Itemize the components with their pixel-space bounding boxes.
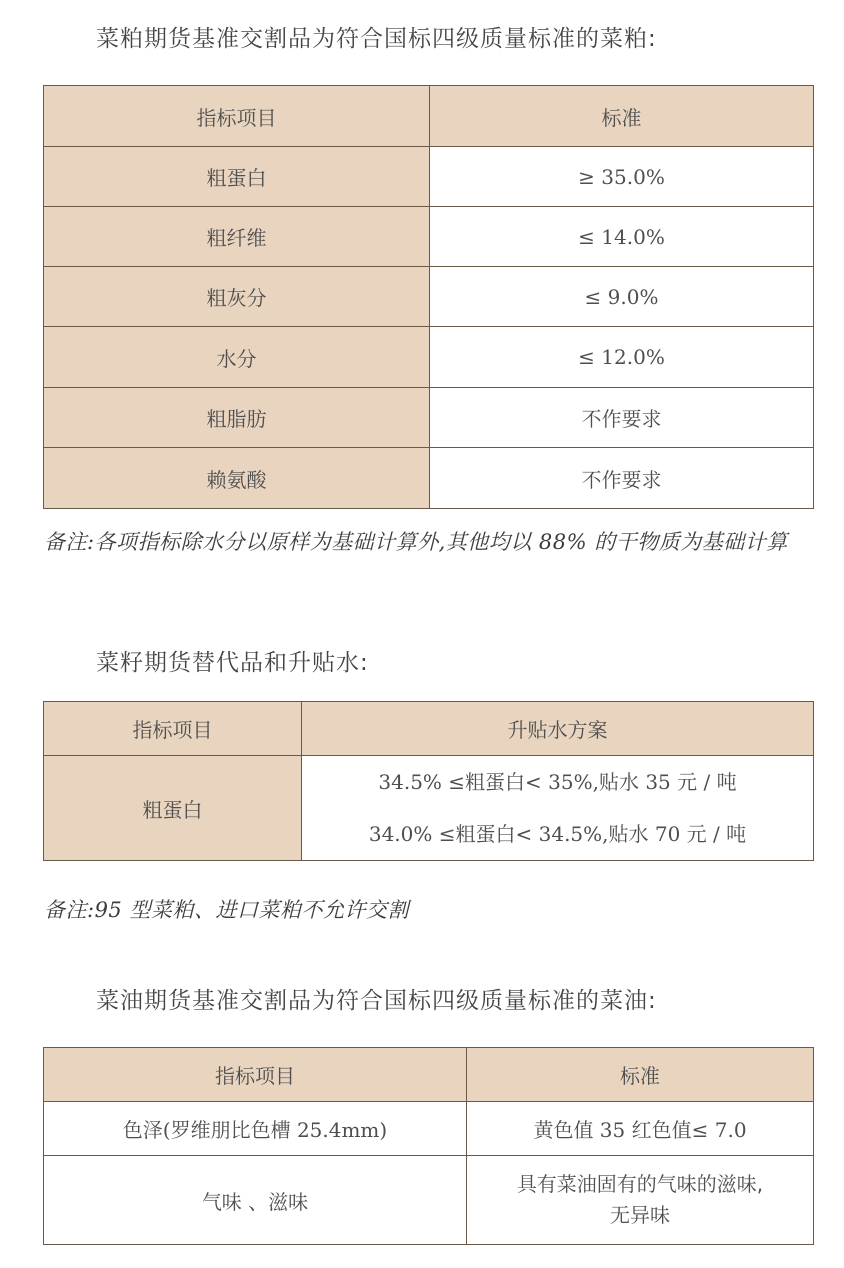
header-item: 指标项目 xyxy=(44,1048,467,1102)
row-plans xyxy=(302,756,814,861)
row-standard: ≤ 14.0% xyxy=(430,207,814,267)
row-item: 水分 xyxy=(44,327,430,388)
row-item: 粗灰分 xyxy=(44,267,430,327)
table-row xyxy=(44,448,814,509)
row-item: 粗脂肪 xyxy=(44,388,430,448)
header-item: 指标项目 xyxy=(44,702,302,756)
table-row xyxy=(44,267,814,327)
row-standard: ≤ 12.0% xyxy=(430,327,814,388)
table-row xyxy=(44,1102,814,1156)
row-item: 粗蛋白 xyxy=(44,756,302,861)
section-title-rapeseed-oil: 菜油期货基准交割品为符合国标四级质量标准的菜油: xyxy=(96,988,657,1014)
table-row xyxy=(44,1156,814,1245)
header-plan: 升贴水方案 xyxy=(302,702,814,756)
row-standard: 不作要求 xyxy=(430,448,814,509)
note-substitutes: 备注:95 型菜粕、进口菜粕不允许交割 xyxy=(44,898,409,922)
table-header-row xyxy=(44,702,814,756)
row-item: 色泽(罗维朋比色槽 25.4mm) xyxy=(44,1102,467,1156)
table-header-row xyxy=(44,1048,814,1102)
row-standard: 黄色值 35 红色值≤ 7.0 xyxy=(467,1102,814,1156)
note-rapeseed-meal: 备注:各项指标除水分以原样为基础计算外,其他均以 88% 的干物质为基础计算 xyxy=(44,530,788,554)
table-row xyxy=(44,147,814,207)
header-standard: 标准 xyxy=(430,86,814,147)
standard-line: 无异味 xyxy=(610,1203,670,1227)
row-standard xyxy=(467,1156,814,1245)
section-title-rapeseed-meal: 菜粕期货基准交割品为符合国标四级质量标准的菜粕: xyxy=(96,26,657,52)
header-standard: 标准 xyxy=(467,1048,814,1102)
plan-line: 34.5% ≤粗蛋白< 35%,贴水 35 元 / 吨 xyxy=(378,770,737,794)
table-row xyxy=(44,327,814,388)
table-row xyxy=(44,207,814,267)
plan-line: 34.0% ≤粗蛋白< 34.5%,贴水 70 元 / 吨 xyxy=(368,822,747,846)
row-item: 赖氨酸 xyxy=(44,448,430,509)
substitute-premium-table xyxy=(43,701,814,861)
row-standard: 不作要求 xyxy=(430,388,814,448)
rapeseed-meal-standard-table xyxy=(43,85,814,509)
row-standard: ≥ 35.0% xyxy=(430,147,814,207)
standard-line: 具有菜油固有的气味的滋味, xyxy=(516,1172,764,1196)
header-item: 指标项目 xyxy=(44,86,430,147)
row-item: 粗蛋白 xyxy=(44,147,430,207)
rapeseed-oil-standard-table xyxy=(43,1047,814,1245)
table-header-row xyxy=(44,86,814,147)
row-item: 粗纤维 xyxy=(44,207,430,267)
row-standard: ≤ 9.0% xyxy=(430,267,814,327)
row-item: 气味 、滋味 xyxy=(44,1156,467,1245)
section-title-substitutes: 菜籽期货替代品和升贴水: xyxy=(96,650,369,676)
table-row xyxy=(44,756,814,861)
table-row xyxy=(44,388,814,448)
